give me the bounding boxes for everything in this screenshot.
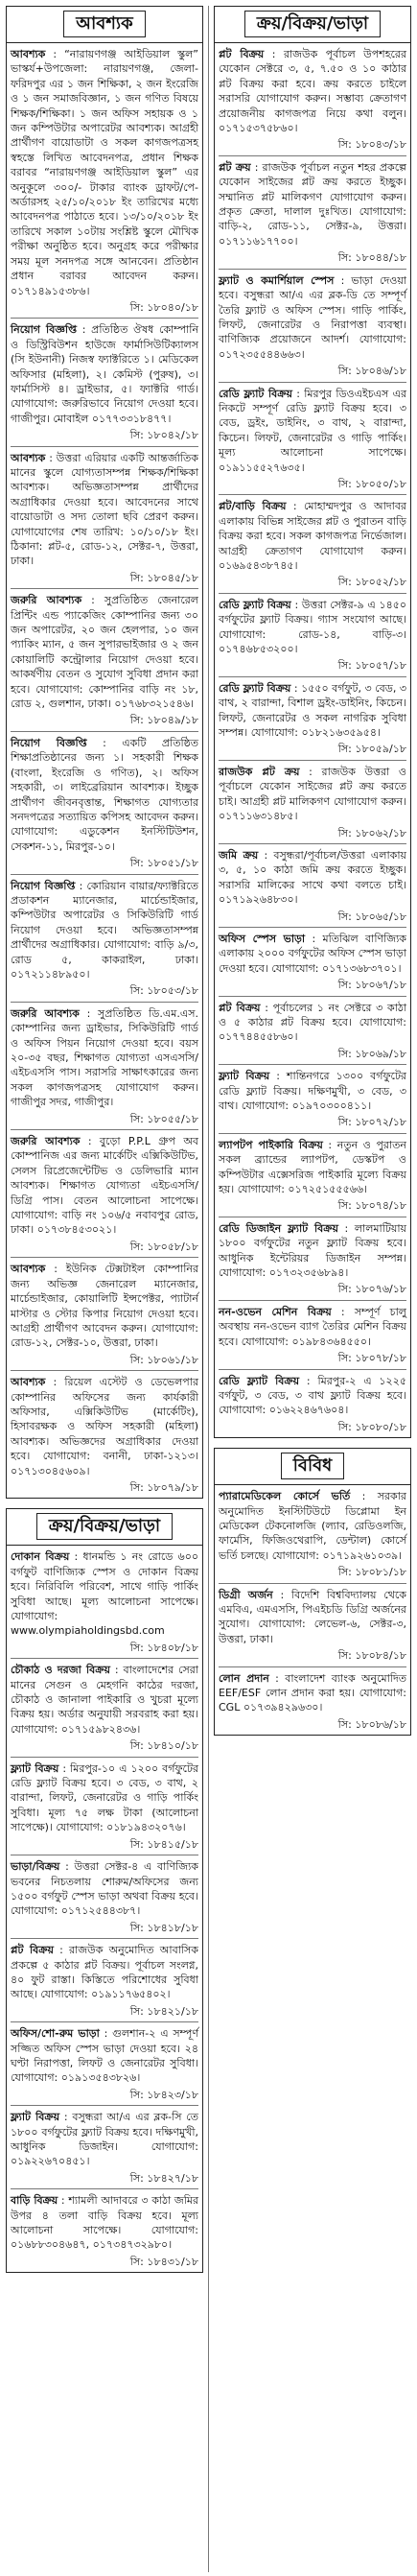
classified-ad bbox=[11, 1003, 198, 1130]
ad-heading-separator: : bbox=[268, 1671, 286, 1685]
ad-heading-separator: : bbox=[269, 1070, 287, 1083]
ad-code: সি: ১৮০৭৬/১৮ bbox=[337, 1283, 406, 1296]
classified-ad bbox=[219, 43, 406, 156]
ad-heading: নিয়োগ বিজ্ঞপ্তি bbox=[11, 879, 76, 892]
ad-list bbox=[7, 43, 202, 1498]
ad-heading: প্লট বিক্রয় bbox=[219, 48, 265, 60]
ad-code: সি: ১৮০৭৮/১৮ bbox=[337, 1352, 406, 1365]
ad-heading-separator: : bbox=[69, 1550, 83, 1564]
ad-heading-separator: : bbox=[45, 1263, 66, 1276]
ad-text bbox=[219, 1221, 406, 1281]
section-title: ক্রয়/বিক্রয়/ভাড়া bbox=[244, 11, 381, 37]
ad-heading-separator: : bbox=[58, 2194, 69, 2208]
classified-ad bbox=[11, 1758, 198, 1855]
ad-code: সি: ১৮০৬১/১৮ bbox=[129, 1353, 198, 1366]
ad-text bbox=[11, 451, 198, 569]
ad-body: সুপ্রতিষ্ঠিত জেনারেল প্রিন্টিং এন্ড প্যাকেজিং কোম্পানির জন্য ৩০ জন অপারেটর, ২০ জন হেলপার, ১০ জন প্যাকিং ম্যান, ৫ জন সুপারভাইজার ও ২ জন কোয়ালিটি কন্ট্রোলার নিয়োগ দেওয়া হবে। আকর্ষণীয় বেতন ও সুযোগ সুবিধা প্রদান করা হবে। যোগাযোগ: কোম্পানির বাড়ি নং ১৮, রোড ২, গুলশান, ঢাকা। ০১৭৬৮৩২১৫৪৬। bbox=[11, 594, 199, 711]
ad-text bbox=[219, 160, 406, 248]
classified-ad bbox=[219, 594, 406, 677]
ad-text bbox=[219, 1489, 406, 1563]
classified-ad bbox=[11, 1855, 198, 1939]
ad-heading-separator: : bbox=[260, 1001, 273, 1014]
ad-body: রাজউক উত্তরা ও পূর্বাচলে যেকোন সাইজের প্লট ক্রয় করতে চাই। আগ্রহী প্লট মালিকগণ যোগাযোগ করুন। ০১৭১১৬৩১৪৮৫। bbox=[219, 765, 406, 823]
ad-heading-separator: : bbox=[250, 160, 263, 174]
ad-code: সি: ১৮০৪৫/১৮ bbox=[129, 571, 198, 584]
classified-ad bbox=[219, 928, 406, 997]
ad-heading-separator: : bbox=[286, 500, 304, 513]
ad-heading-separator: : bbox=[350, 1490, 378, 1503]
ad-heading: প্লট/বাড়ি বিক্রয় bbox=[219, 500, 287, 513]
ad-heading-separator: : bbox=[272, 1588, 291, 1601]
ad-heading: ভাড়া/বিক্রয় bbox=[11, 1860, 60, 1874]
ad-text bbox=[219, 1305, 406, 1349]
ad-heading-separator: : bbox=[258, 848, 274, 862]
ad-code: সি: ১৮৪১০/১৮ bbox=[129, 1739, 198, 1753]
classified-ad bbox=[11, 1258, 198, 1371]
ad-heading-separator: : bbox=[75, 879, 87, 892]
ad-code: সি: ১৮৪১৫/১৮ bbox=[129, 1837, 198, 1851]
ad-heading: ফ্ল্যাট ও কমার্শিয়াল স্পেস bbox=[219, 273, 335, 287]
classified-ad bbox=[11, 1939, 198, 2022]
ad-heading: রাজউক প্লট ক্রয় bbox=[219, 765, 300, 778]
ad-body: বসুন্ধরা আ/এ এর ব্লক-সি তে ১৮০০ বর্গফুটের ফ্ল্যাট বিক্রয় হবে। দক্ষিণমুখী, আধুনিক ডিজাইন। যোগাযোগ: ০১৯২২৬৭০৪৫১। bbox=[11, 2111, 198, 2168]
ad-heading: দোকান বিক্রয় bbox=[11, 1550, 70, 1564]
ad-heading: আবশ্যক bbox=[11, 48, 46, 60]
ad-text bbox=[219, 499, 406, 573]
ad-code: সি: ১৮০৫৭/১৮ bbox=[337, 659, 406, 673]
ad-code: সি: ১৮০৭৯/১৮ bbox=[129, 1480, 198, 1494]
ad-heading: রেডি ফ্ল্যাট বিক্রয় bbox=[219, 681, 291, 695]
ad-code: সি: ১৮০৪৬/১৮ bbox=[337, 365, 406, 378]
ad-heading-separator: : bbox=[305, 932, 323, 945]
ad-body: রাজউক পূর্বাচল উপশহরের যেকোন সেক্টরে ৩, ৫, ৭.৫০ ও ১০ কাঠার প্লট বিক্রয় করা হবে। ক্রয় করতে চাইলে সরাসরি যোগাযোগ করুন। সম্ভাব্য ক্রেতাগণ প্রয়োজনীয় কাগজপত্র নিয়ে কথা বলুন। ০১৭১৫৩৭৫৮৬০। bbox=[219, 48, 406, 135]
ad-heading-separator: : bbox=[45, 451, 57, 464]
ad-code: সি: ১৮০৭২/১৮ bbox=[337, 1116, 406, 1129]
classified-ad bbox=[11, 589, 198, 732]
ad-list bbox=[7, 1546, 202, 2272]
ad-heading: প্যারামেডিকেল কোর্সে ভর্তি bbox=[219, 1490, 351, 1503]
ad-text bbox=[219, 1069, 406, 1113]
ad-heading-separator: : bbox=[77, 323, 92, 337]
ad-body: বিদেশি বিশ্ববিদ্যালয় থেকে এমবিএ, এমএসসি, পিএইচডি ডিগ্রি অর্জনের সুযোগ। যোগাযোগ: লেভেল-৬, সেক্টর-৩, উত্তরা, ঢাকা। bbox=[219, 1588, 406, 1645]
ad-body: গুলশান-২ এ সম্পূর্ণ সজ্জিত অফিস স্পেস ভাড়া দেওয়া হবে। ২৪ ঘণ্টা নিরাপত্তা, লিফট ও জেনারেটর সুবিধা। যোগাযোগ: ০১৯১৩৫৪৩৮২৬। bbox=[11, 2027, 198, 2085]
ad-text bbox=[219, 273, 406, 362]
ad-text bbox=[219, 1588, 406, 1647]
ad-body: মিরপুর-২ এ ১২২৫ বর্গফুট, ৩ বেড, ৩ বাথ ফ্ল্যাট বিক্রয় হবে। যোগাযোগ: ০১৬২২৪৬৭৬০৪। bbox=[219, 1374, 406, 1417]
section-needs bbox=[6, 6, 203, 1499]
classified-ad bbox=[219, 1134, 406, 1217]
ad-text bbox=[219, 387, 406, 475]
ad-body: মিরপুর-১০ এ ১২০০ বর্গফুটের রেডি ফ্ল্যাট বিক্রয় হবে। ৩ বেড, ৩ বাথ, ২ বারান্দা, লিফট, জেনারেটর ও গাড়ি পার্কিং সুবিধা। মূল্য ৭৫ লক্ষ টাকা (আলোচনা সাপেক্ষে)। যোগাযোগ: ০১৮১৯৪৩২০৭৬। bbox=[11, 1761, 199, 1834]
ad-heading: রেডি ফ্ল্যাট বিক্রয় bbox=[219, 598, 291, 611]
ad-body: মতিঝিল বাণিজ্যিক এলাকায় ২০০০ বর্গফুটের অফিস স্পেস ভাড়া দেওয়া হবে। যোগাযোগ: ০১৭১৩৬৮৩৭০১। bbox=[219, 932, 406, 975]
ad-body: উত্তরা এরিয়ার একটি আন্তর্জাতিক মানের স্কুলে যোগ্যতাসম্পন্ন শিক্ষক/শিক্ষিকা আবশ্যক। অভিজ্ঞতাসম্পন্ন প্রার্থীদের অগ্রাধিকার দেওয়া হবে। আবেদনের সাথে বায়োডাটা ও সদ্য তোলা ছবি প্রেরণ করুন। যোগাযোগের শেষ তারিখ: ১০/১০/১৮ ইং। ঠিকানা: প্লট-৫, রোড-১২, সেক্টর-৭, উত্তরা, ঢাকা। bbox=[11, 451, 199, 568]
ad-code: সি: ১৮৪২৩/১৮ bbox=[129, 2088, 198, 2101]
ad-code: সি: ১৮০৮৬/১৮ bbox=[337, 1717, 406, 1731]
section-title: ক্রয়/বিক্রয়/ভাড়া bbox=[36, 1513, 173, 1540]
ad-list bbox=[215, 1485, 410, 1735]
section-title: আবশ্যক bbox=[63, 11, 145, 37]
ad-code: সি: ১৮০৪৩/১৮ bbox=[337, 138, 406, 152]
ad-heading: অফিস স্পেস ভাড়া bbox=[219, 932, 306, 945]
left-column bbox=[6, 6, 203, 2572]
ad-body: মিরপুর ডিওএইচএস এর নিকটে সম্পূর্ণ রেডি ফ্ল্যাট বিক্রয় হবে। ৩ বেড, ড্রইং, ডাইনিং, ৩ বাথ, ২ বারান্দা, কিচেন। লিফট, জেনারেটর ও গাড়ি পার্কিং। মূল্য আলোচনা সাপেক্ষে। ০১৯১১৫৫২৭৬৩৫। bbox=[219, 387, 407, 474]
classified-ad bbox=[219, 997, 406, 1066]
ad-text bbox=[11, 1859, 198, 1919]
ad-code: সি: ১৮৪৩১/১৮ bbox=[129, 2255, 198, 2268]
ad-heading-separator: : bbox=[45, 1376, 65, 1389]
column-divider bbox=[208, 6, 209, 2572]
classified-ad bbox=[219, 1667, 406, 1736]
classified-ad bbox=[219, 1370, 406, 1438]
ad-body: বসুন্ধরা/পূর্বাচল/উত্তরা এলাকায় ৩, ৫, ১০ কাঠা জমি ক্রয় করতে ইচ্ছুক। সরাসরি মালিকের সাথে কথা বলতে চাই। ০১৭১৯২৬৪৮৩০। bbox=[219, 848, 406, 907]
ad-heading: নিয়োগ বিজ্ঞপ্তি bbox=[11, 736, 87, 749]
ad-heading-separator: : bbox=[79, 1006, 98, 1020]
ad-text bbox=[11, 1262, 198, 1350]
ad-text bbox=[219, 932, 406, 976]
ad-body: রিয়েল এস্টেট ও ডেভেলপার কোম্পানির অফিসের জন্য কার্যকারী অফিসার, এক্সিকিউটিভ (মার্কেটিং), হিসাবরক্ষক ও অফিস সহকারী (মহিলা) আবশ্যক। অভিজ্ঞদের অগ্রাধিকার দেওয়া হবে। যোগাযোগ: বনানী, ঢাকা-১২১৩। ০১৭১৩০৪৫৬০৯। bbox=[11, 1376, 198, 1477]
section-header bbox=[215, 7, 410, 43]
classified-ad bbox=[219, 761, 406, 844]
ad-text bbox=[11, 736, 198, 854]
classified-ad bbox=[219, 156, 406, 270]
ad-heading-separator: : bbox=[331, 1305, 355, 1318]
ad-body: শ্যামলী আদাবরে ৩ কাঠা জমির উপর ৪ তলা বাড়ি বিক্রয় হবে। মূল্য আলোচনা সাপেক্ষে। যোগাযোগ: ০১৬৮৮৩০৪৬৪৭, ০১৭৩৪৭৩২৯৮০। bbox=[11, 2194, 198, 2252]
classified-ad bbox=[219, 383, 406, 496]
ad-body: বাংলাদেশের সেরা মানের সেগুন ও মেহগনি কাঠের দরজা, চৌকাঠ ও জানালা পাইকারি ও খুচরা মূল্যে বিক্রয় হয়। অর্ডার অনুযায়ী সরবরাহ করা হয়। যোগাযোগ: ০১৭১৫৯৮২৪৩৬। bbox=[11, 1664, 198, 1736]
ad-heading-separator: : bbox=[81, 594, 104, 607]
ad-heading: অফিস/শো-রুম ভাড়া bbox=[11, 2027, 100, 2041]
ad-heading-separator: : bbox=[299, 1374, 318, 1387]
ad-body: একটি প্রতিষ্ঠিত শিক্ষাপ্রতিষ্ঠানের জন্য ১। সহকারী শিক্ষক (বাংলা, ইংরেজি ও গণিত), ২। অফিস সহকারী, ৩। লাইব্রেরিয়ান আবশ্যক। ইচ্ছুক প্রার্থীগণ জীবনবৃত্তান্ত, শিক্ষাগত যোগ্যতার সনদপত্রের সত্যায়িত কপিসহ আবেদন করুন। যোগাযোগ: এডুকেশন ইনস্টিটিউশন, সেকশন-১১, মিরপুর-১০। bbox=[11, 736, 199, 853]
ad-text bbox=[219, 765, 406, 824]
ad-text bbox=[11, 1006, 198, 1110]
section-buysell-left bbox=[6, 1508, 203, 2273]
ad-body: উত্তরা সেক্টর-৪ এ বাণিজ্যিক ভবনের নিচতলায় শোরুম/অফিসের জন্য ১৫০০ বর্গফুট স্পেস ভাড়া অথবা বিক্রয় হবে। যোগাযোগ: ০১৭১২৫৪৪৩৮৭। bbox=[11, 1860, 199, 1918]
ad-text bbox=[11, 1761, 198, 1835]
ad-code: সি: ১৮০৬৫/১৮ bbox=[337, 910, 406, 923]
ad-code: সি: ১৮৪০৮/১৮ bbox=[129, 1641, 198, 1654]
section-buysell-right bbox=[214, 6, 411, 1438]
ad-heading: আবশ্যক bbox=[11, 1376, 46, 1389]
ad-text bbox=[11, 322, 198, 426]
ad-body: বুড়ো P.P.L গ্রুপ অব কোম্পানিজ এর জন্য মার্কেটিং এক্সিকিউটিভ, সেলস রিপ্রেজেন্টেটিভ ও ডেলিভারি ম্যান আবশ্যক। শিক্ষাগত যোগ্যতা এইচএসসি/ডিগ্রি পাস। বেতন আলোচনা সাপেক্ষে। যোগাযোগ: বাড়ি নং ১০৬/৫ নবাবপুর রোড, ঢাকা। ০১৭৩৮৪৫৩০২১। bbox=[11, 1135, 198, 1237]
classified-ad bbox=[11, 2106, 198, 2189]
ad-list bbox=[215, 43, 410, 1437]
ad-heading: নন-ওভেন মেশিন বিক্রয় bbox=[219, 1305, 332, 1318]
ad-code: সি: ১৮০৪২/১৮ bbox=[129, 429, 198, 442]
ad-heading-separator: : bbox=[53, 1944, 70, 1957]
ad-body: “নারায়ণগঞ্জ আইডিয়াল স্কুল” ভাস্কর্য+উপজেলা: নারায়ণগঞ্জ, জেলা-ফরিদপুর এর ১ জন শিক্ষিকা, ২ জন ইংরেজি ও ১ জন সমাজবিজ্ঞান, ১ জন গণিত বিষয়ে শিক্ষক/শিক্ষিকা। ১ জন অফিস সহায়ক ও ১ জন কম্পিউটার অপারেটর আবশ্যক। আগ্রহী প্রার্থীগণ বায়োডাটা ও সকল কাগজপত্রসহ স্বহস্তে লিখিত আবেদনপত্র, প্রধান শিক্ষক বরাবর “নারায়ণগঞ্জ আইডিয়াল স্কুল” এর অনুকূলে ৩০০/- টাকার ব্যাংক ড্রাফট/পে-অর্ডারসহ ২৫/১০/২০১৮ ইং তারিখের মধ্যে আবেদনপত্র পাঠাতে হবে। ১৩/১০/২০১৮ ইং তারিখে সকাল ১০টায় সংশ্লিষ্ট স্কুলে মৌখিক পরীক্ষা অনুষ্ঠিত হবে। অনুগ্রহ করে পরীক্ষার সময় মূল সনদপত্র সঙ্গে আনবেন। প্রতিষ্ঠান প্রধান বরাবর আবেদন করুন। ০১৭১৪৯১৫৩৮৬। bbox=[11, 48, 198, 297]
ad-heading: ফ্ল্যাট বিক্রয় bbox=[219, 1070, 270, 1083]
classified-ad bbox=[11, 2189, 198, 2272]
ad-text bbox=[219, 848, 406, 908]
ad-text bbox=[11, 2110, 198, 2169]
ad-code: সি: ১৮০৫৩/১৮ bbox=[129, 984, 198, 998]
ad-text bbox=[11, 2026, 198, 2086]
section-header bbox=[215, 1449, 410, 1485]
classified-ad bbox=[11, 732, 198, 875]
classified-ad bbox=[11, 875, 198, 1003]
ad-text bbox=[11, 2193, 198, 2253]
ad-body: ভাড়া দেওয়া হবে। বসুন্ধরা আ/এ এর ব্লক-ডি তে সম্পূর্ণ তৈরি ফ্ল্যাট ও অফিস স্পেস। গাড়ি পার্কিং, লিফট, জেনারেটর ও নিরাপত্তা ব্যবস্থা। বাণিজ্যিক প্রয়োজনে আদর্শ। যোগাযোগ: ০১৭২৩৫৫৪৪৬৬৩। bbox=[219, 273, 407, 361]
ad-code: সি: ১৮০৪৯/১৮ bbox=[129, 714, 198, 727]
ad-heading-separator: : bbox=[99, 2027, 113, 2041]
classified-ad bbox=[219, 1065, 406, 1134]
section-misc bbox=[214, 1448, 411, 1736]
ad-code: সি: ১৮০৫৮/১৮ bbox=[129, 1240, 198, 1253]
section-title: বিবিধ bbox=[281, 1453, 344, 1479]
ad-heading-separator: : bbox=[59, 1860, 75, 1874]
ad-text bbox=[219, 1138, 406, 1197]
classified-ad bbox=[11, 1659, 198, 1757]
classified-ad bbox=[11, 43, 198, 319]
ad-body: বাংলাদেশ ব্যাংক অনুমোদিত EEF/ESF লোন প্রদান করা হয়। যোগাযোগ: CGL ০১৭৩৯৪২৯৬৩০। bbox=[219, 1671, 407, 1714]
ad-body: রাজউক অনুমোদিত আবাসিক প্রকল্পে ৫ কাঠার প্লট বিক্রয়। পূর্বাচল সংলগ্ন, ৪০ ফুট রাস্তা। কিস্তিতে পরিশোধের সুবিধা আছে। যোগাযোগ: ০১৯১১৭৬৫৪০২। bbox=[11, 1944, 198, 2001]
ad-code: সি: ১৮০৫২/১৮ bbox=[337, 576, 406, 589]
ad-text bbox=[11, 879, 198, 982]
ad-heading: নিয়োগ বিজ্ঞপ্তি bbox=[11, 323, 78, 337]
ad-heading: জরুরি আবশ্যক bbox=[11, 594, 82, 607]
ad-heading: ফ্ল্যাট বিক্রয় bbox=[11, 1761, 59, 1775]
ad-heading: চৌকাঠ ও দরজা বিক্রয় bbox=[11, 1664, 110, 1677]
ad-body: ইউনিক টেক্সটাইল কোম্পানির জন্য অভিজ্ঞ জেনারেল ম্যানেজার, মার্চেন্ডাইজার, কোয়ালিটি ইন্সপেক্টর, প্যাটার্ন মাস্টার ও স্টোর কিপার নিয়োগ দেওয়া হবে। আগ্রহী প্রার্থীগণ আবেদন করুন। যোগাযোগ: রোড-১২, সেক্টর-১০, উত্তরা, ঢাকা। bbox=[11, 1263, 198, 1350]
ad-body: সুপ্রতিষ্ঠিত ডি.এম.এস. কোম্পানির জন্য ড্রাইভার, সিকিউরিটি গার্ড ও অফিস পিয়ন নিয়োগ দেওয়া হবে। বয়স ২০-৩৫ বছর, শিক্ষাগত যোগ্যতা এসএসসি/এইচএসসি পাস। সরাসরি সাক্ষাৎকারের জন্য সকল কাগজপত্রসহ যোগাযোগ করুন। গাজীপুর সদর, গাজীপুর। bbox=[11, 1006, 198, 1109]
ad-code: সি: ১৮০৬২/১৮ bbox=[337, 826, 406, 839]
ad-body: পূর্বাচলের ১ নং সেক্টরে ৩ কাঠা ও ৫ কাঠার প্লট বিক্রয় হবে। যোগাযোগ: ০১৭৭৪৪৫৫৮৬০। bbox=[219, 1001, 407, 1044]
ad-text bbox=[219, 681, 406, 741]
classified-ad bbox=[219, 495, 406, 593]
ad-heading: জরুরি আবশ্যক bbox=[11, 1135, 81, 1148]
ad-code: সি: ১৮০৪৪/১৮ bbox=[337, 251, 406, 265]
ad-code: সি: ১৮০৬৭/১৮ bbox=[337, 979, 406, 992]
ad-heading-separator: : bbox=[58, 1761, 71, 1775]
ad-heading: প্লট বিক্রয় bbox=[11, 1944, 54, 1957]
ad-heading: ল্যাপটপ পাইকারি বিক্রয় bbox=[219, 1138, 323, 1151]
ad-code: সি: ১৮০৮৪/১৮ bbox=[337, 1649, 406, 1663]
classified-ad bbox=[11, 447, 198, 590]
ad-code: সি: ১৮০৭৪/১৮ bbox=[337, 1199, 406, 1213]
ad-heading-separator: : bbox=[86, 736, 123, 749]
ad-heading-separator: : bbox=[80, 1135, 100, 1148]
ad-code: সি: ১৮০৫৯/১৮ bbox=[337, 743, 406, 756]
ad-code: সি: ১৮০৮০/১৮ bbox=[337, 1420, 406, 1433]
ad-heading: প্লট ক্রয় bbox=[219, 160, 251, 174]
ad-body: শান্তিনগরে ১৩০০ বর্গফুটের রেডি ফ্ল্যাট বিক্রয়। দক্ষিণমুখী, ৩ বেড, ৩ বাথ। যোগাযোগ: ০১৯৭০৩০০৪১১। bbox=[219, 1070, 406, 1112]
classified-ad bbox=[11, 1130, 198, 1258]
ad-text bbox=[11, 593, 198, 711]
ad-heading: বাড়ি বিক্রয় bbox=[11, 2194, 58, 2208]
ad-body: উত্তরা সেক্টর-৯ এ ১৪৫০ বর্গফুটের ফ্ল্যাট বিক্রয়। গ্যাস সংযোগ আছে। যোগাযোগ: রোড-১৪, বাড়ি-৩। ০১৭৪৬৮৫৩২০০। bbox=[219, 598, 407, 656]
classified-ad bbox=[11, 2022, 198, 2106]
ad-text bbox=[11, 1134, 198, 1238]
ad-heading-separator: : bbox=[299, 765, 322, 778]
classified-ad bbox=[11, 1546, 198, 1659]
ad-body: প্রতিষ্ঠিত ঔষধ কোম্পানি ও ডিস্ট্রিবিউশন হাউজে ফার্মাসিউটিক্যালস (সি ইউনানী) নিজস্ব ফ্যাক্টরিতে ১। মেডিকেল অফিসার (মহিলা), ২। কেমিস্ট (পুরুষ), ৩। ফার্মাসিস্ট ৪। ড্রাইভার, ৫। ফ্যাক্টরি গার্ড। যোগাযোগ: জরুরিভাবে নিয়োগ দেওয়া হবে। গাজীপুর। মোবাইল ০১৭৭৩৩১৮৪৭৭। bbox=[11, 323, 199, 425]
right-column bbox=[214, 6, 411, 2572]
ad-heading: ডিগ্রী অর্জন bbox=[219, 1588, 273, 1601]
classified-ad bbox=[219, 844, 406, 928]
ad-heading-separator: : bbox=[334, 273, 352, 287]
ad-heading: রেডি ফ্ল্যাট বিক্রয় bbox=[219, 387, 292, 400]
ad-code: সি: ১৮০৪০/১৮ bbox=[129, 300, 198, 314]
classified-ad bbox=[219, 1584, 406, 1667]
ad-text bbox=[219, 1374, 406, 1418]
ad-heading: ফ্ল্যাট বিক্রয় bbox=[11, 2111, 60, 2124]
ad-heading-separator: : bbox=[322, 1138, 337, 1151]
ad-heading: লোন প্রদান bbox=[219, 1671, 269, 1685]
classified-ad bbox=[219, 1301, 406, 1370]
ad-code: সি: ১৮০৫০/১৮ bbox=[337, 477, 406, 490]
classified-ad bbox=[219, 1217, 406, 1301]
ad-heading: আবশ্যক bbox=[11, 1263, 46, 1276]
ad-text bbox=[11, 1375, 198, 1478]
ad-code: সি: ১৮৪১৮/১৮ bbox=[129, 1921, 198, 1934]
ad-body: রাজউক পূর্বাচল নতুন শহর প্রকল্পে যেকোন সাইজের প্লট ক্রয় করতে ইচ্ছুক। সম্মানিত প্লট মালিকগণ যোগাযোগ করুন। প্রকৃত ক্রেতা, দালাল দুঃখিত। যোগাযোগ: বাড়ি-২, রোড-১১, সেক্টর-৯, উত্তরা। ০১৭১১৬১৭৭০০। bbox=[219, 160, 407, 248]
classified-ad bbox=[11, 1371, 198, 1498]
ad-body: ধানমন্ডি ১ নং রোডে ৬০০ বর্গফুট বাণিজ্যিক স্পেস ও দোকান বিক্রয় হবে। নিরিবিলি পরিবেশ, সাথে গাড়ি পার্কিং সুবিধা আছে। মূল্য আলোচনা সাপেক্ষে। যোগাযোগ: www.olympiaholdingsbd.com bbox=[11, 1550, 198, 1638]
ad-code: সি: ১৮০৫৫/১৮ bbox=[129, 1112, 198, 1125]
ad-heading-separator: : bbox=[109, 1664, 124, 1677]
ad-text bbox=[219, 47, 406, 135]
section-header bbox=[7, 7, 202, 43]
ad-code: সি: ১৮০৮১/১৮ bbox=[337, 1566, 406, 1579]
section-header bbox=[7, 1509, 202, 1546]
ad-text bbox=[219, 598, 406, 657]
classified-ad bbox=[219, 270, 406, 383]
ad-heading: প্লট বিক্রয় bbox=[219, 1001, 261, 1014]
ad-body: সম্পূর্ণ চালু অবস্থায় নন-ওভেন ব্যাগ তৈরির মেশিন বিক্রয় হবে। যোগাযোগ: ০১৯৮৪৩৬৪৫৫০। bbox=[219, 1305, 406, 1348]
classified-ad bbox=[11, 319, 198, 446]
ad-text bbox=[11, 1663, 198, 1737]
ad-body: মোহাম্মদপুর ও আদাবর এলাকায় বিভিন্ন সাইজের প্লট ও পুরাতন বাড়ি বিক্রয় করা হবে। সকল কাগজপত্র নির্ভেজাল। আগ্রহী ক্রেতাগণ যোগাযোগ করুন। ০১৬৯৫৪৩৮৭৪৫। bbox=[219, 500, 406, 572]
ad-text bbox=[219, 1001, 406, 1045]
ad-body: লালমাটিয়ায় ১৮০০ বর্গফুটের নতুন ফ্ল্যাট বিক্রয় হবে। আধুনিক ইন্টেরিয়র ডিজাইন সম্পন্ন। যোগাযোগ: ০১৭৩২৩৫৬৮৯৪। bbox=[219, 1221, 406, 1280]
ad-heading-separator: : bbox=[45, 48, 65, 60]
ad-body: কোরিয়ান বায়ার/ফ্যাক্টরিতে প্রডাকশন ম্যানেজার, মার্চেন্ডাইজার, কম্পিউটার অপারেটর ও সিকিউরিটি গার্ড নিয়োগ দেওয়া হবে। অভিজ্ঞতাসম্পন্ন প্রার্থীদের অগ্রাধিকার। যোগাযোগ: বাড়ি ৯/৩, রোড ৫, কাকরাইল, ঢাকা। ০১৭২১১৪৮৯৫০। bbox=[11, 879, 199, 981]
ad-body: সরকার অনুমোদিত ইনস্টিটিউটে ডিপ্লোমা ইন মেডিকেল টেকনোলজি (ল্যাব, রেডিওলজি, ফার্মেসি, ফিজিওথেরাপি, ডেন্টাল) কোর্সে ভর্তি চলছে। যোগাযোগ: ০১৭১৯২৬১০৩৯। bbox=[219, 1490, 406, 1562]
ad-heading-separator: : bbox=[290, 681, 302, 695]
ad-heading-separator: : bbox=[290, 598, 302, 611]
ad-heading-separator: : bbox=[337, 1221, 355, 1235]
ad-heading: জমি ক্রয় bbox=[219, 848, 259, 862]
ad-code: সি: ১৮৪২৭/১৮ bbox=[129, 2171, 198, 2185]
classified-ad bbox=[219, 1485, 406, 1583]
ad-body: নতুন ও পুরাতন সকল ব্র্যান্ডের ল্যাপটপ, ডেস্কটপ ও কম্পিউটার এক্সেসরিজ পাইকারি মূল্যে বিক্রয় হয়। যোগাযোগ: ০১৭২৫১৫৫৫৬৬। bbox=[219, 1138, 406, 1196]
ad-heading: আবশ্যক bbox=[11, 451, 46, 464]
ad-text bbox=[11, 47, 198, 298]
ad-body: ১৫৫০ বর্গফুট, ৩ বেড, ৩ বাথ, ২ বারান্দা, বিশাল ড্রইং-ডাইনিং, কিচেন। লিফট, জেনারেটর ও সকল নাগরিক সুবিধা সম্পন্ন। যোগাযোগ: ০১৮২১৬৩৫৯৫৪। bbox=[219, 681, 406, 740]
ad-code: সি: ১৮৪২১/১৮ bbox=[129, 2004, 198, 2018]
ad-heading-separator: : bbox=[264, 48, 284, 60]
classified-ad bbox=[219, 677, 406, 761]
ad-heading: জরুরি আবশ্যক bbox=[11, 1006, 80, 1020]
ad-code: সি: ১৮০৫১/১৮ bbox=[129, 857, 198, 870]
ad-heading-separator: : bbox=[291, 387, 305, 400]
ad-heading: রেডি ফ্ল্যাট বিক্রয় bbox=[219, 1374, 300, 1387]
ad-text bbox=[219, 1671, 406, 1715]
ad-heading: রেডি ডিজাইন ফ্ল্যাট বিক্রয় bbox=[219, 1221, 338, 1235]
ad-text bbox=[11, 1943, 198, 2002]
ad-text bbox=[11, 1549, 198, 1638]
ad-code: সি: ১৮০৬৯/১৮ bbox=[337, 1047, 406, 1060]
ad-heading-separator: : bbox=[59, 2111, 73, 2124]
